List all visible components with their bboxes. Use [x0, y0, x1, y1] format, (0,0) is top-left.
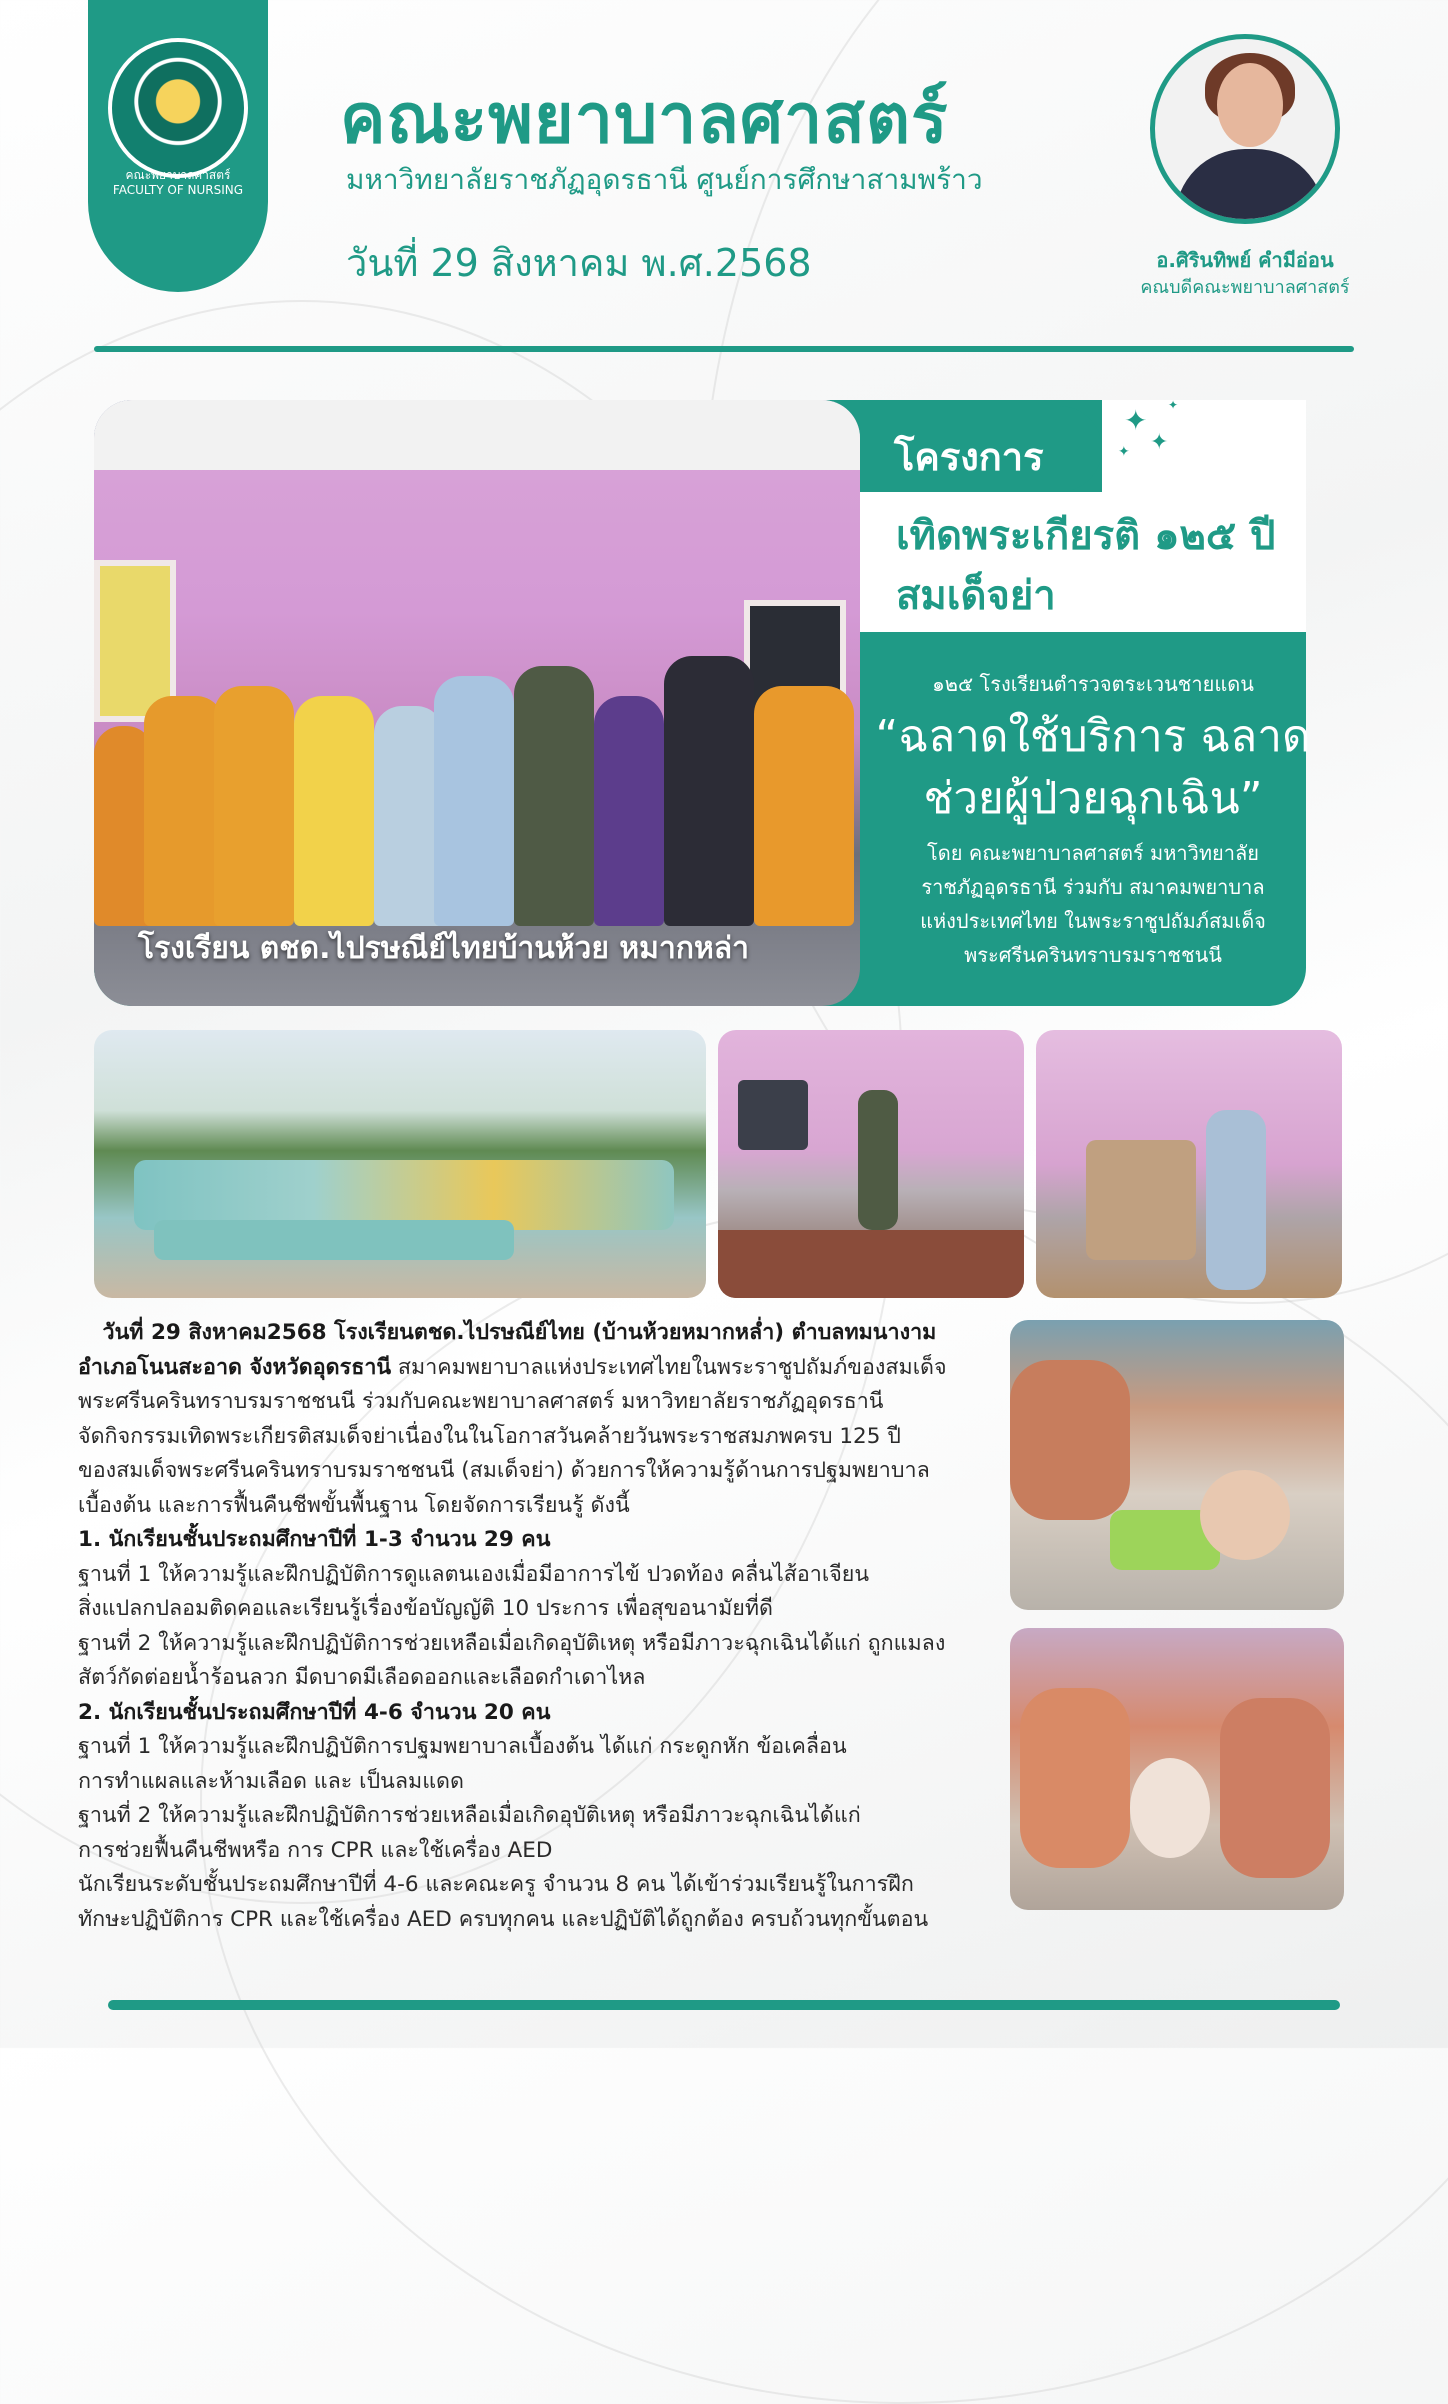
- project-label-pill: [860, 406, 1102, 492]
- sparkle-icon: ✦: [1124, 404, 1148, 437]
- dean-portrait: [1150, 34, 1340, 224]
- article-line: ทักษะปฏิบัติการ CPR และใช้เครื่อง AED ครบทุกคน และปฏิบัติได้ถูกต้อง ครบถ้วนทุกขั้นตอน: [78, 1906, 929, 1932]
- group2-heading: 2. นักเรียนชั้นประถมศึกษาปีที่ 4-6 จำนวน 20 คน: [78, 1699, 551, 1725]
- cpr-practice-photo: [1010, 1628, 1344, 1910]
- footer-divider: [108, 2000, 1340, 2010]
- project-description-line: แห่งประเทศไทย ในพระราชูปถัมภ์สมเด็จ: [920, 909, 1266, 933]
- article-line: ฐานที่ 2 ให้ความรู้และฝึกปฏิบัติการช่วยเหลือเมื่อเกิดอุบัติเหตุ หรือมีภาวะฉุกเฉินได้แก่: [78, 1803, 861, 1828]
- outdoor-group-photo: [94, 1030, 706, 1298]
- article-body: [78, 1316, 998, 1937]
- project-quote-line2: ช่วยผู้ป่วยฉุกเฉิน”: [923, 773, 1263, 824]
- dean-name: อ.ศิรินทิพย์ คำมีอ่อน: [1156, 248, 1334, 272]
- sparkle-icon: ✦: [1168, 398, 1179, 412]
- badge-text-en: FACULTY OF NURSING: [112, 183, 244, 197]
- project-label: โครงการ: [894, 435, 1044, 479]
- publish-date: วันที่ 29 สิงหาคม พ.ศ.2568: [346, 241, 812, 285]
- article-intro-bold: อำเภอโนนสะอาด จังหวัดอุดรธานี: [78, 1354, 392, 1380]
- header-divider: [94, 346, 1354, 352]
- group1-heading: 1. นักเรียนชั้นประถมศึกษาปีที่ 1-3 จำนวน 29 คน: [78, 1527, 551, 1552]
- photo-caption: โรงเรียน ตชด.ไปรษณีย์ไทยบ้านห้วย หมากหล่า: [138, 931, 749, 966]
- project-description-line: ราชภัฏอุดรธานี ร่วมกับ สมาคมพยาบาล: [921, 875, 1265, 899]
- page-title: คณะพยาบาลศาสตร์: [340, 80, 949, 159]
- main-group-photo: [94, 400, 860, 1006]
- article-line: การทำแผลและห้ามเลือด และ เป็นลมแดด: [78, 1768, 464, 1794]
- article-line: จัดกิจกรรมเทิดพระเกียรติสมเด็จย่าเนื่องในในโอกาสวันคล้ายวันพระราชสมภพครบ 125 ปี: [78, 1423, 901, 1449]
- project-quote-line1: “ฉลาดใช้บริการ ฉลาด: [875, 711, 1311, 762]
- project-title: [896, 506, 1316, 626]
- page-subtitle: มหาวิทยาลัยราชภัฏอุดรธานี ศูนย์การศึกษาสามพร้าว: [346, 163, 983, 196]
- classroom-speaker-photo: [1036, 1030, 1342, 1298]
- project-description: [880, 836, 1306, 972]
- project-title-line1: เทิดพระเกียรติ ๑๒๕ ปี: [896, 513, 1276, 559]
- project-description-line: พระศรีนครินทราบรมราชชนนี: [964, 943, 1222, 967]
- project-subtitle: ๑๒๕ โรงเรียนตำรวจตระเวนชายแดน: [932, 672, 1254, 696]
- article-line: สิ่งแปลกปลอมติดคอและเรียนรู้เรื่องข้อบัญญัติ 10 ประการ เพื่อสุขอนามัยที่ดี: [78, 1596, 774, 1621]
- article-line: ฐานที่ 1 ให้ความรู้และฝึกปฏิบัติการดูแลตนเองเมื่อมีอาการไข้ ปวดท้อง คลื่นไส้อาเจียน: [78, 1561, 870, 1587]
- university-logo: [108, 38, 248, 178]
- classroom-demo-photo: [718, 1030, 1024, 1298]
- badge-text-th: คณะพยาบาลศาสตร์: [125, 168, 231, 182]
- badge-caption: [108, 168, 248, 198]
- sparkle-icon: ✦: [1118, 444, 1130, 460]
- project-description-line: โดย คณะพยาบาลศาสตร์ มหาวิทยาลัย: [927, 841, 1259, 865]
- article-line: ฐานที่ 1 ให้ความรู้และฝึกปฏิบัติการปฐมพยาบาลเบื้องต้น ได้แก่ กระดูกหัก ข้อเคลื่อน: [78, 1734, 847, 1759]
- article-line: ของสมเด็จพระศรีนครินทราบรมราชชนนี (สมเด็จย่า) ด้วยการให้ความรู้ด้านการปฐมพยาบาล: [78, 1458, 930, 1483]
- project-quote: [870, 706, 1316, 830]
- article-line: ฐานที่ 2 ให้ความรู้และฝึกปฏิบัติการช่วยเหลือเมื่อเกิดอุบัติเหตุ หรือมีภาวะฉุกเฉินได้แก่ ถูกแมลง: [78, 1630, 946, 1656]
- sparkle-icon: ✦: [1150, 430, 1169, 455]
- article-line: เบื้องต้น และการฟื้นคืนชีพขั้นพื้นฐาน โดยจัดการเรียนรู้ ดังนี้: [78, 1492, 630, 1518]
- article-line: การช่วยฟื้นคืนชีพหรือ การ CPR และใช้เครื่อง AED: [78, 1837, 553, 1863]
- article-line: พระศรีนครินทราบรมราชชนนี ร่วมกับคณะพยาบาลศาสตร์ มหาวิทยาลัยราชภัฏอุดรธานี: [78, 1389, 884, 1414]
- project-title-line2: สมเด็จย่า: [896, 573, 1056, 619]
- article-intro-bold: วันที่ 29 สิงหาคม2568 โรงเรียนตชด.ไปรษณีย์ไทย (บ้านห้วยหมากหล่ำ) ตำบลทมนางาม: [102, 1320, 937, 1345]
- article-line: นักเรียนระดับชั้นประถมศึกษาปีที่ 4-6 และคณะครู จำนวน 8 คน ได้เข้าร่วมเรียนรู้ในการฝึก: [78, 1872, 914, 1897]
- dean-role: คณบดีคณะพยาบาลศาสตร์: [1140, 277, 1350, 298]
- article-intro-text: สมาคมพยาบาลแห่งประเทศไทยในพระราชูปถัมภ์ของสมเด็จ: [391, 1354, 947, 1380]
- article-line: สัตว์กัดต่อยน้ำร้อนลวก มีดบาดมีเลือดออกและเลือดกำเดาไหล: [78, 1665, 646, 1690]
- first-aid-practice-photo: [1010, 1320, 1344, 1610]
